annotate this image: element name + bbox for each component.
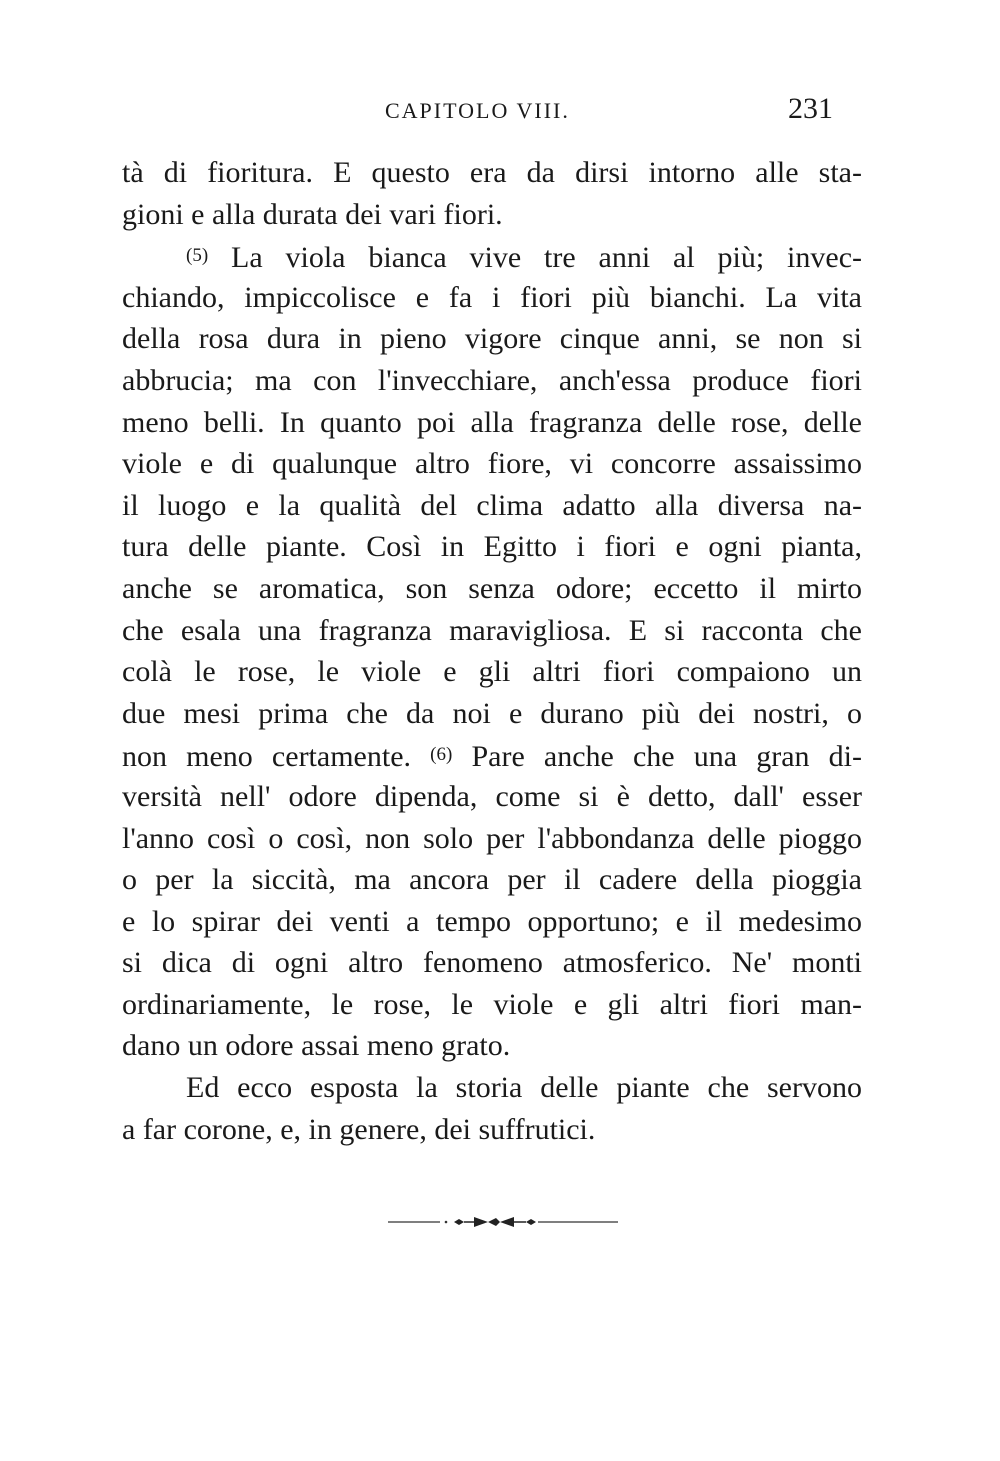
text-line: si dica di ogni altro fenomeno atmosferico. Ne' monti	[122, 946, 862, 980]
footnote-mark: (5)	[186, 245, 209, 267]
text-line-content: non meno certamente.	[122, 740, 412, 774]
text-line	[122, 235, 862, 277]
text-line: tura delle piante. Così in Egitto i fiori e ogni pianta,	[122, 530, 862, 564]
text-line: anche se aromatica, son senza odore; eccetto il mirto	[122, 571, 862, 605]
text-line-content: La viola bianca vive tre anni al più; invec-	[231, 241, 863, 275]
text-line: versità nell' odore dipenda, come si è detto, dall' esser	[122, 779, 862, 813]
text-line: il luogo e la qualità del clima adatto alla diversa na-	[122, 488, 862, 522]
ornament-divider	[388, 1212, 618, 1232]
text-line: meno belli. In quanto poi alla fragranza delle rose, delle	[122, 405, 862, 439]
text-line: o per la siccità, ma ancora per il cadere della pioggia	[122, 863, 862, 897]
body-text	[122, 152, 862, 1150]
running-head: CAPITOLO VIII.	[385, 98, 570, 123]
text-line: che esala una fragranza maravigliosa. E si racconta che	[122, 613, 862, 647]
text-line: due mesi prima che da noi e durano più dei nostri, o	[122, 696, 862, 730]
text-line: dano un odore assai meno grato.	[122, 1029, 511, 1063]
text-line: viole e di qualunque altro fiore, vi concorre assaissimo	[122, 447, 862, 481]
text-line: gioni e alla durata dei vari fiori.	[122, 197, 503, 231]
text-line: Ed ecco esposta la storia delle piante che servono	[186, 1071, 862, 1105]
text-line: colà le rose, le viole e gli altri fiori compaiono un	[122, 655, 862, 689]
text-line: e lo spirar dei venti a tempo opportuno; e il medesimo	[122, 904, 862, 938]
text-line: abbrucia; ma con l'invecchiare, anch'essa produce fiori	[122, 363, 862, 397]
text-line	[122, 734, 862, 776]
text-line: tà di fioritura. E questo era da dirsi intorno alle sta-	[122, 156, 862, 189]
text-line: della rosa dura in pieno vigore cinque anni, se non si	[122, 322, 862, 356]
text-line: ordinariamente, le rose, le viole e gli altri fiori man-	[122, 987, 862, 1021]
page-number: 231	[788, 92, 833, 125]
text-line-content: Pare anche che una gran di-	[471, 740, 862, 774]
text-line: chiando, impiccolisce e fa i fiori più bianchi. La vita	[122, 280, 862, 314]
text-line: a far corone, e, in genere, dei suffrutici.	[122, 1112, 596, 1146]
footnote-mark: (6)	[430, 744, 453, 766]
text-line: l'anno così o così, non solo per l'abbondanza delle pioggo	[122, 821, 862, 855]
